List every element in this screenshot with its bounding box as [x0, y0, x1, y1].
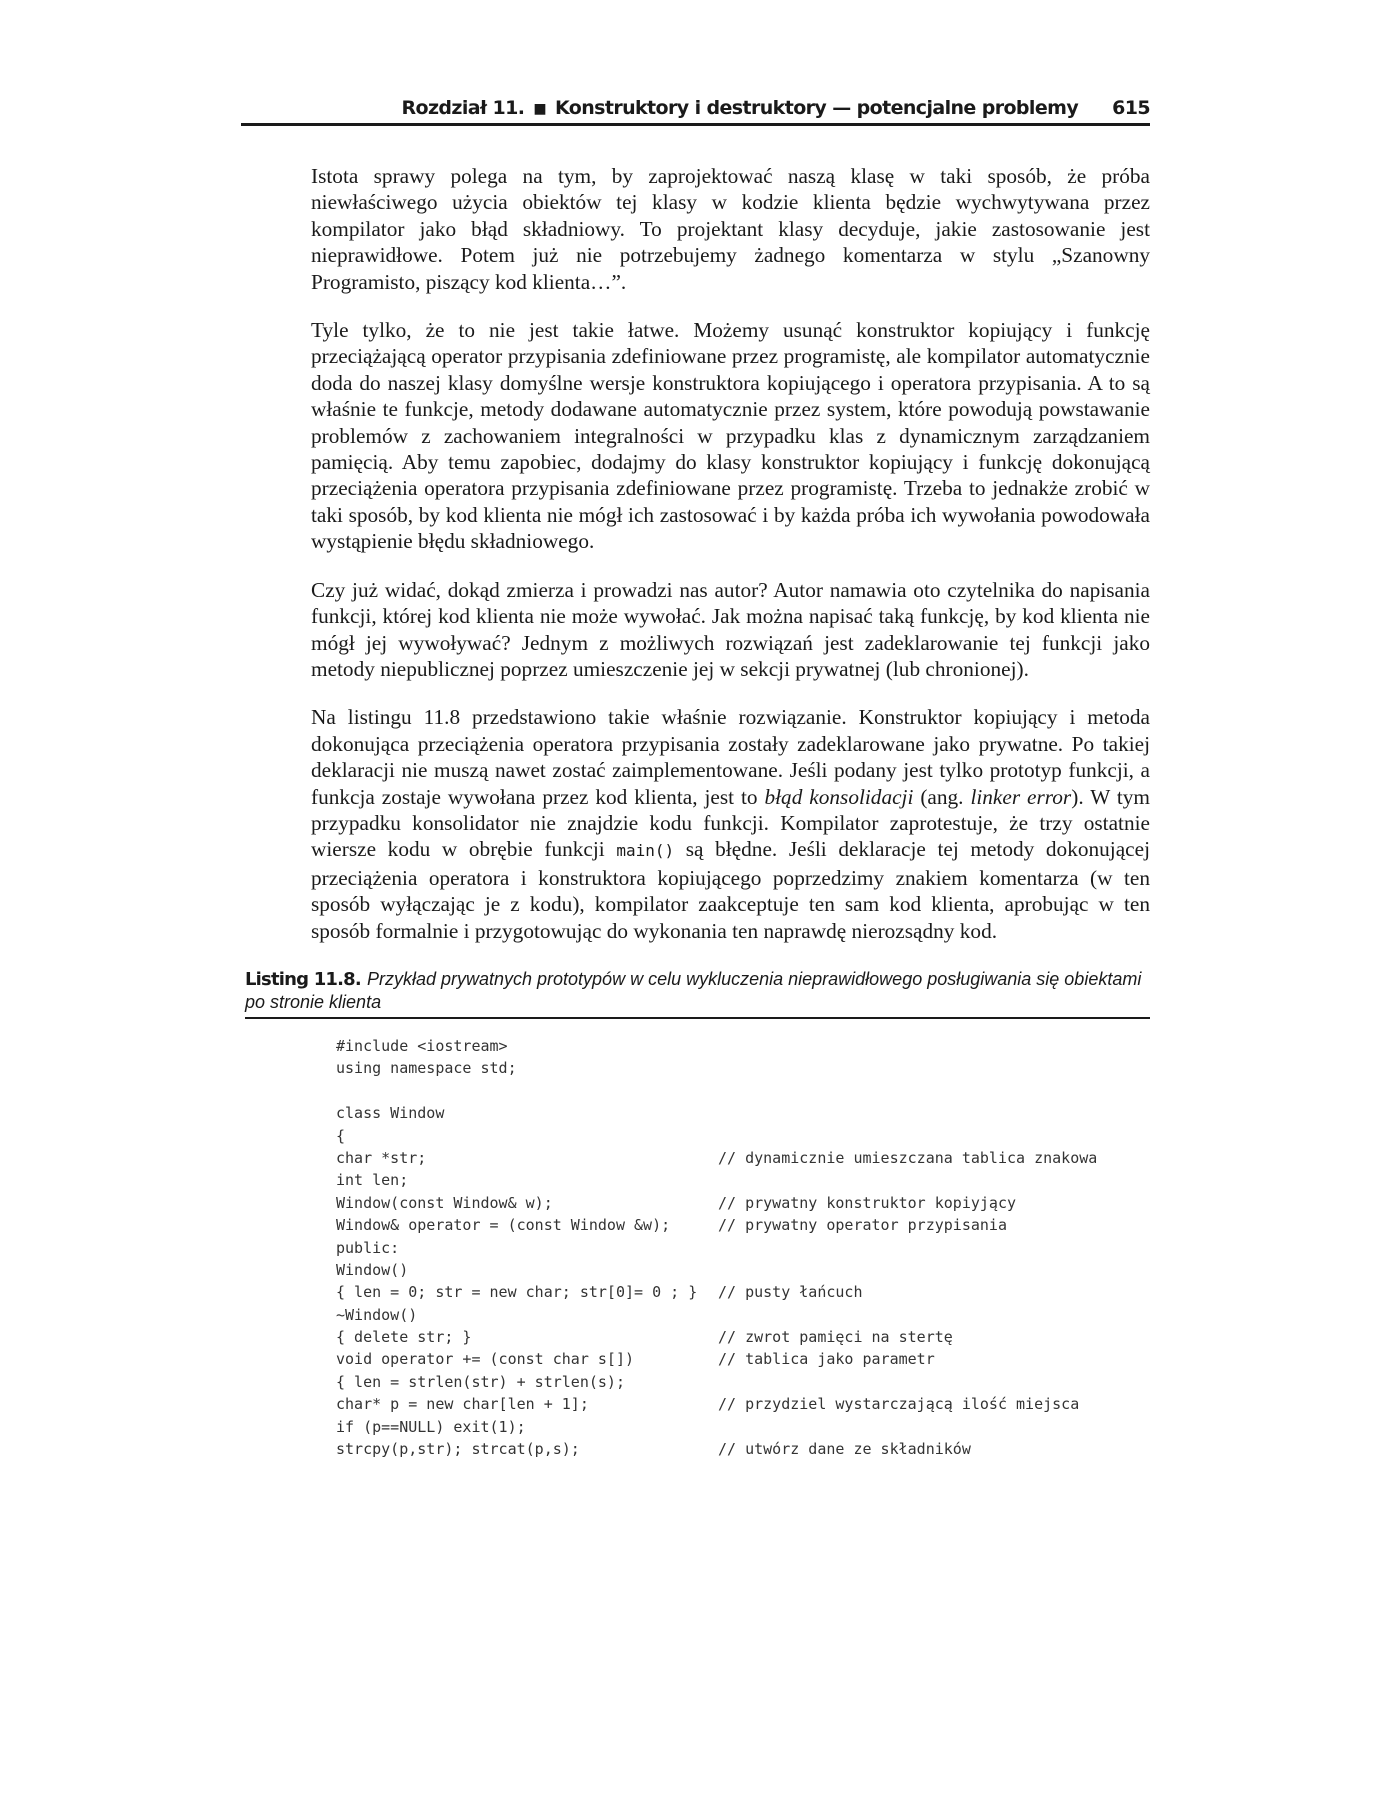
- paragraph-4-part-4: są błędne. Jeśli deklaracje tej metody dokonującej przeciążenia operatora i konstruktora kopiującego poprzedzimy znakiem komentarza (w ten sposób wyłączając je z kodu), kompilator zaakceptuje ten sam kod klienta, aprobując w ten sposób formalnie i przygotowując do wykonania ten naprawdę nierozsądny kod.: [311, 837, 1150, 943]
- code-line: [336, 1393, 1150, 1415]
- code-text: class Window: [336, 1104, 445, 1123]
- paragraph-1: Istota sprawy polega na tym, by zaprojektować naszą klasę w taki sposób, że próba niewłaściwego użycia obiektów tej klasy w kodzie klienta będzie wychwytywana przez kompilator jako błąd składniowy. To projektant klasy decyduje, jakie zastosowanie jest nieprawidłowe. Potem już nie potrzebujemy żadnego komentarza w stylu „Szanowny Programisto, piszący kod klienta…”.: [311, 164, 1150, 294]
- code-line: [336, 1304, 1150, 1326]
- body-text: [311, 163, 1150, 966]
- listing-label: Listing 11.8.: [245, 969, 361, 990]
- code-line: [336, 1237, 1150, 1259]
- code-line: [336, 1281, 1150, 1303]
- code-text: #include <iostream>: [336, 1037, 508, 1055]
- code-text: public:: [336, 1238, 400, 1257]
- code-text: { len = strlen(str) + strlen(s);: [336, 1372, 625, 1391]
- separator-square-icon: ■: [533, 101, 546, 117]
- code-line: [336, 1438, 1150, 1460]
- code-listing: [336, 1035, 1150, 1460]
- code-line: [336, 1102, 1150, 1124]
- code-comment: // pusty łańcuch: [718, 1283, 863, 1302]
- code-line: [336, 1326, 1150, 1348]
- code-text: if (p==NULL) exit(1);: [336, 1417, 526, 1436]
- code-text: void operator += (const char s[]): [336, 1350, 635, 1369]
- code-line: [336, 1147, 1150, 1169]
- code-line: [336, 1214, 1150, 1236]
- paragraph-3: Czy już widać, dokąd zmierza i prowadzi nas autor? Autor namawia oto czytelnika do napisania funkcji, której kod klienta nie może wywołać. Jak można napisać taką funkcję, by kod klienta nie mógł jej wywoływać? Jednym z możliwych rozwiązań jest zadeklarowanie tej funkcji jako metody niepublicznej poprzez umieszczenie jej w sekcji prywatnej (lub chronionej).: [311, 577, 1150, 681]
- code-comment: // dynamicznie umieszczana tablica znakowa: [718, 1148, 1098, 1167]
- code-text: Window(): [336, 1260, 409, 1279]
- code-line: [336, 1416, 1150, 1438]
- code-line: [336, 1371, 1150, 1393]
- listing-caption: [245, 968, 1150, 1019]
- code-line: [336, 1080, 1150, 1102]
- code-text: char* p = new char[len + 1];: [336, 1395, 589, 1414]
- term-linker-error-pl: błąd konsolidacji: [764, 784, 914, 809]
- code-text: Window& operator = (const Window &w);: [336, 1216, 671, 1235]
- code-line: [336, 1259, 1150, 1281]
- code-text: { delete str; }: [336, 1328, 472, 1347]
- code-comment: // prywatny konstruktor kopiyjący: [718, 1193, 1017, 1212]
- code-line: [336, 1169, 1150, 1191]
- code-comment: // utwórz dane ze składników: [718, 1440, 971, 1459]
- paragraph-2: Tyle tylko, że to nie jest takie łatwe. Możemy usunąć konstruktor kopiujący i funkcję przeciążającą operator przypisania zdefiniowane przez programistę, ale kompilator automatycznie doda do naszej klasy domyślne wersje konstruktora kopiującego i operatora przypisania. A to są właśnie te funkcje, metody dodawane automatycznie przez system, które powodują powstawanie problemów z zachowaniem integralności w przypadku klas z dynamicznym zarządzaniem pamięcią. Aby temu zapobiec, dodajmy do klasy konstruktor kopiujący i funkcję dokonującą przeciążenia operatora przypisania zdefiniowane przez programistę. Trzeba to jednakże zrobić w taki sposób, by kod klienta nie mógł ich zastosować i by każda próba ich wywołania powodowała wystąpienie błędu składniowego.: [311, 318, 1150, 554]
- paragraph-4: [311, 704, 1150, 944]
- code-comment: // zwrot pamięci na stertę: [718, 1328, 953, 1347]
- page-number: 615: [1112, 97, 1150, 119]
- code-text: {: [336, 1126, 346, 1145]
- code-text: int len;: [336, 1171, 409, 1190]
- code-line: [336, 1192, 1150, 1214]
- running-head: [241, 92, 1150, 126]
- code-comment: // prywatny operator przypisania: [718, 1216, 1007, 1235]
- code-comment: // przydziel wystarczającą ilość miejsca: [718, 1395, 1080, 1414]
- code-text: using namespace std;: [336, 1059, 517, 1078]
- code-text: strcpy(p,str); strcat(p,s);: [336, 1440, 580, 1459]
- code-text: ~Window(): [336, 1305, 418, 1324]
- code-line: [336, 1348, 1150, 1370]
- paragraph-4-part-3: ). W tym przypadku konsolidator nie znajdzie kodu funkcji. Kompilator zaprotestuje, że trzy ostatnie wiersze kodu w obrębie funkcji: [311, 784, 1150, 862]
- code-line: [336, 1057, 1150, 1079]
- code-text: Window(const Window& w);: [336, 1193, 553, 1212]
- paragraph-4-part-2: (ang.: [913, 784, 971, 809]
- inline-code-main: main(): [616, 841, 675, 861]
- code-text: char *str;: [336, 1148, 427, 1167]
- term-linker-error-en: linker error: [970, 784, 1072, 809]
- code-comment: // tablica jako parametr: [718, 1350, 935, 1369]
- code-line: [336, 1125, 1150, 1147]
- chapter-title: Konstruktory i destruktory — potencjalne problemy: [554, 97, 1079, 119]
- paragraph-4-part-1: Na listingu 11.8 przedstawiono takie właśnie rozwiązanie. Konstruktor kopiujący i metoda dokonująca przeciążenia operatora przypisania zostały zadeklarowane jako prywatne. Po takiej deklaracji nie muszą nawet zostać zaimplementowane. Jeśli podany jest tylko prototyp funkcji, a funkcja zostaje wywołana przez kod klienta, jest to: [311, 705, 1150, 809]
- chapter-label: Rozdział 11.: [401, 97, 525, 119]
- code-text: { len = 0; str = new char; str[0]= 0 ; }: [336, 1283, 698, 1302]
- listing-caption-text: Przykład prywatnych prototypów w celu wykluczenia nieprawidłowego posługiwania się obiektami po stronie klienta: [245, 969, 1142, 1012]
- code-line: [336, 1035, 1150, 1057]
